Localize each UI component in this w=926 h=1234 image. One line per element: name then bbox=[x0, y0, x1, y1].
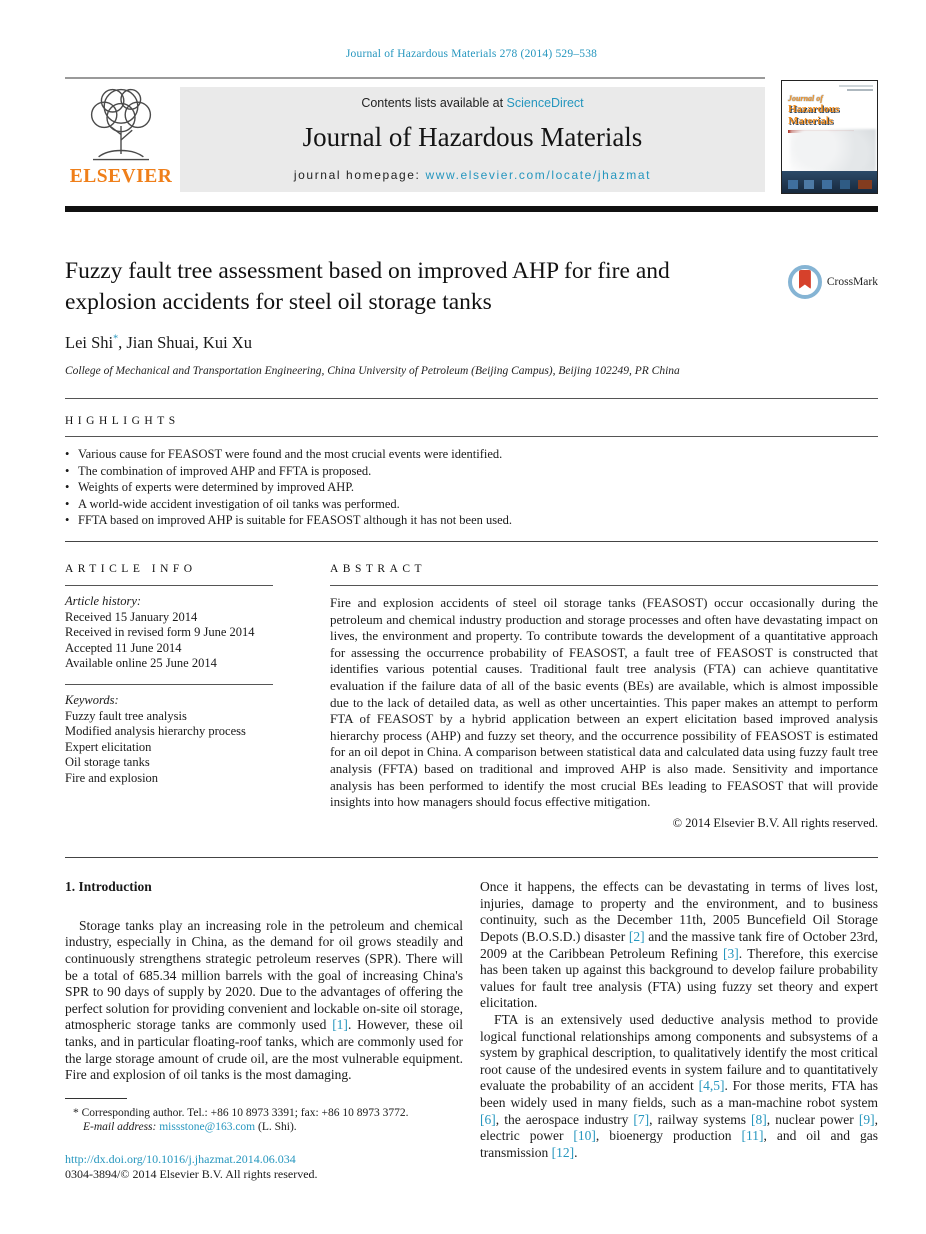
cover-caption-line bbox=[839, 85, 873, 87]
corresponding-author-asterisk[interactable]: * bbox=[113, 333, 119, 345]
highlight-item: • FFTA based on improved AHP is suitable for FEASOST although it has not been used. bbox=[65, 512, 878, 529]
keyword: Fuzzy fault tree analysis bbox=[65, 708, 187, 723]
abstract-heading: ABSTRACT bbox=[330, 563, 427, 575]
keyword: Expert elicitation bbox=[65, 739, 152, 754]
divider bbox=[65, 684, 273, 685]
divider bbox=[65, 857, 878, 859]
crossmark-label: CrossMark bbox=[826, 276, 878, 288]
author-list bbox=[65, 333, 878, 353]
issn-copyright-line: 0304-3894/© 2014 Elsevier B.V. All rights reserved. bbox=[65, 1167, 318, 1182]
keyword: Oil storage tanks bbox=[65, 755, 150, 770]
highlights-heading: HIGHLIGHTS bbox=[65, 415, 180, 427]
citation-ref[interactable]: [4,5] bbox=[698, 1078, 725, 1094]
highlight-item: • Various cause for FEASOST were found and the most crucial events were identified. bbox=[65, 446, 878, 463]
article-history-label: Article history: bbox=[65, 594, 142, 608]
elsevier-logo[interactable] bbox=[65, 84, 177, 194]
journal-citation-line: Journal of Hazardous Materials 278 (2014) 529–538 bbox=[345, 48, 598, 60]
doi-link[interactable]: http://dx.doi.org/10.1016/j.jhazmat.2014.06.034 bbox=[65, 1151, 296, 1166]
keywords-label: Keywords: bbox=[65, 692, 119, 707]
copyright-line: © 2014 Elsevier B.V. All rights reserved. bbox=[672, 815, 878, 830]
header-thick-rule bbox=[65, 206, 878, 212]
citation-ref[interactable]: [3] bbox=[723, 945, 739, 961]
corresponding-author-note: * Corresponding author. Tel.: +86 10 8973 3391; fax: +86 10 8973 3772. bbox=[73, 1106, 409, 1119]
divider bbox=[65, 398, 878, 399]
citation-ref[interactable]: [11] bbox=[741, 1128, 764, 1144]
journal-title: Journal of Hazardous Materials bbox=[302, 122, 643, 152]
article-info-column bbox=[65, 563, 305, 831]
divider bbox=[65, 436, 878, 437]
cover-title-line2: Hazardous bbox=[788, 103, 840, 115]
body-left-column bbox=[65, 879, 463, 1183]
email-link[interactable]: missstone@163.com bbox=[159, 1121, 256, 1134]
homepage-line: journal homepage: www.elsevier.com/locate/jhazmat bbox=[293, 168, 652, 182]
divider bbox=[65, 585, 273, 586]
highlight-item: • A world-wide accident investigation of oil tanks was performed. bbox=[65, 496, 878, 513]
citation-ref[interactable]: [7] bbox=[633, 1111, 650, 1127]
highlight-item: • The combination of improved AHP and FFTA is proposed. bbox=[65, 463, 878, 480]
footnote-asterisk: * bbox=[73, 1106, 79, 1119]
history-entry: Received in revised form 9 June 2014 bbox=[65, 625, 255, 640]
cover-title-line1: Journal of bbox=[788, 94, 823, 103]
elsevier-wordmark: ELSEVIER bbox=[69, 166, 173, 187]
article-footer bbox=[65, 1152, 463, 1183]
author-name: Lei Shi bbox=[65, 333, 114, 352]
author-names: , Jian Shuai, Kui Xu bbox=[118, 333, 252, 352]
keyword: Fire and explosion bbox=[65, 770, 159, 785]
citation-ref[interactable]: [6] bbox=[480, 1111, 496, 1127]
abstract-column bbox=[330, 563, 878, 831]
citation-ref[interactable]: [9] bbox=[858, 1111, 875, 1127]
divider bbox=[65, 541, 878, 543]
cover-caption-line bbox=[847, 89, 873, 91]
crossmark-badge[interactable] bbox=[788, 262, 878, 302]
keywords-block bbox=[65, 693, 305, 787]
citation-ref[interactable]: [8] bbox=[751, 1111, 767, 1127]
footnote-rule bbox=[65, 1098, 127, 1099]
divider bbox=[65, 77, 765, 79]
sciencedirect-link[interactable]: ScienceDirect bbox=[506, 96, 584, 110]
journal-banner bbox=[180, 87, 765, 192]
keyword: Modified analysis hierarchy process bbox=[65, 724, 246, 739]
cover-smoke-art bbox=[790, 129, 876, 173]
history-entry: Accepted 11 June 2014 bbox=[65, 640, 182, 655]
highlight-item: • Weights of experts were determined by improved AHP. bbox=[65, 479, 878, 496]
section-1-heading: 1. Introduction bbox=[65, 879, 152, 895]
paper-title: Fuzzy fault tree assessment based on improved AHP for fire and explosion accidents for steel oil storage tanks bbox=[65, 258, 670, 315]
intro-paragraph: Storage tanks play an increasing role in the petroleum and chemical industry, especially in China, as the demand for oil grows steadily and continuously strengthens strategic petroleum reserves (SPR). There will be a total of 685.34 million barrels with the goal of increasing China's SPR to 90 days of supply by 2020. Due to the advantages of offering the perfect solution for providing convenient and lockable on-site oil storage, atmospheric storage tanks are commonly used [1]. However, these oil tanks, and in particular floating-roof tanks, which are commonly used for the large storage amount of crude oil, are the most vulnerable equipment. Fire and explosion of oil tanks is the most damaging. bbox=[65, 917, 463, 1083]
abstract-text: Fire and explosion accidents of steel oil storage tanks (FEASOST) occur occasionally during the petroleum and chemical industry production and storage processes and often have devastating impact on lives, the environment and property. To contribute towards the development of a quantitative approach for assessing the occurrence probability of FEASOST, a fault tree of FEASOST is constructed that identifies various potential causes. Traditional fault tree analysis (FTA) can achieve quantitative evaluation if the failure data of all of the basic events (BEs) are available, which is almost impossible due to the lack of detailed data, as well as other uncertainties. This paper makes an attempt to perform FTA of FEASOST by a hybrid application between an expert elicitation based improved analysis hierarchy process (AHP) and fuzzy set theory, and the occurrence possibility of FEASOST is estimated for an oil depot in China. A comparison between statistical data and calculated data using fuzzy fault tree analysis (FFTA) based on traditional and improved AHP is also made. Sensitivity and importance analysis has been performed to identify the most crucial BEs leading to FEASOST that will provide insights into how managers should focus effective mitigation. bbox=[330, 595, 878, 810]
divider bbox=[330, 585, 878, 586]
body-paragraph: FTA is an extensively used deductive analysis method to provide logical functional relationships among components and subsystems of a system by graphical description, to qualitatively identify the most critical root cause of the undesired events in system failure and to quantitatively evaluate the probability of an accident [4,5]. For those merits, FTA has been widely used in many fields, such as a man-machine robot system [6], the aerospace industry [7], railway systems [8], nuclear power [9], electric power [10], bioenergy production [11], and oil and gas transmission [12]. bbox=[480, 1011, 878, 1160]
citation-ref[interactable]: [1] bbox=[332, 1017, 348, 1033]
citation-ref[interactable]: [10] bbox=[573, 1128, 596, 1144]
citation-ref[interactable]: [2] bbox=[628, 929, 645, 944]
journal-cover-thumbnail[interactable] bbox=[781, 80, 878, 194]
affiliation: College of Mechanical and Transportation Engineering, China University of Petroleum (Beijing Campus), Beijing 102249, PR China bbox=[65, 365, 680, 377]
crossmark-icon bbox=[788, 265, 822, 299]
cover-title-line3: Materials bbox=[788, 115, 834, 127]
citation-ref[interactable]: [12] bbox=[551, 1144, 575, 1160]
email-line: E-mail address: missstone@163.com (L. Shi). bbox=[83, 1121, 297, 1134]
history-entry: Received 15 January 2014 bbox=[65, 609, 198, 624]
footnote bbox=[65, 1098, 463, 1135]
homepage-link[interactable]: www.elsevier.com/locate/jhazmat bbox=[425, 168, 652, 182]
contents-lists-line: Contents lists available at ScienceDirect bbox=[361, 96, 584, 110]
highlights-list bbox=[65, 446, 878, 529]
article-history bbox=[65, 594, 305, 672]
body-right-column bbox=[480, 879, 878, 1183]
elsevier-tree-icon bbox=[65, 84, 177, 168]
article-info-heading: ARTICLE INFO bbox=[65, 563, 197, 575]
history-entry: Available online 25 June 2014 bbox=[65, 656, 217, 671]
journal-header bbox=[65, 77, 878, 197]
body-paragraph: Once it happens, the effects can be devastating in terms of lives lost, injuries, damage to property and the environment, and to business continuity, such as the December 11th, 2005 Buncefield Oil Storage Depots (B.O.S.D.) disaster [2] and the massive tank fire of October 23rd, 2009 at the Caribbean Petroleum Refining [3]. Therefore, this exercise has been taken up against this background to develop failure probability values for fault tree analysis (FTA) using fuzzy set theory and expert elicitation. bbox=[480, 879, 878, 1011]
cover-plant-art bbox=[782, 171, 877, 193]
